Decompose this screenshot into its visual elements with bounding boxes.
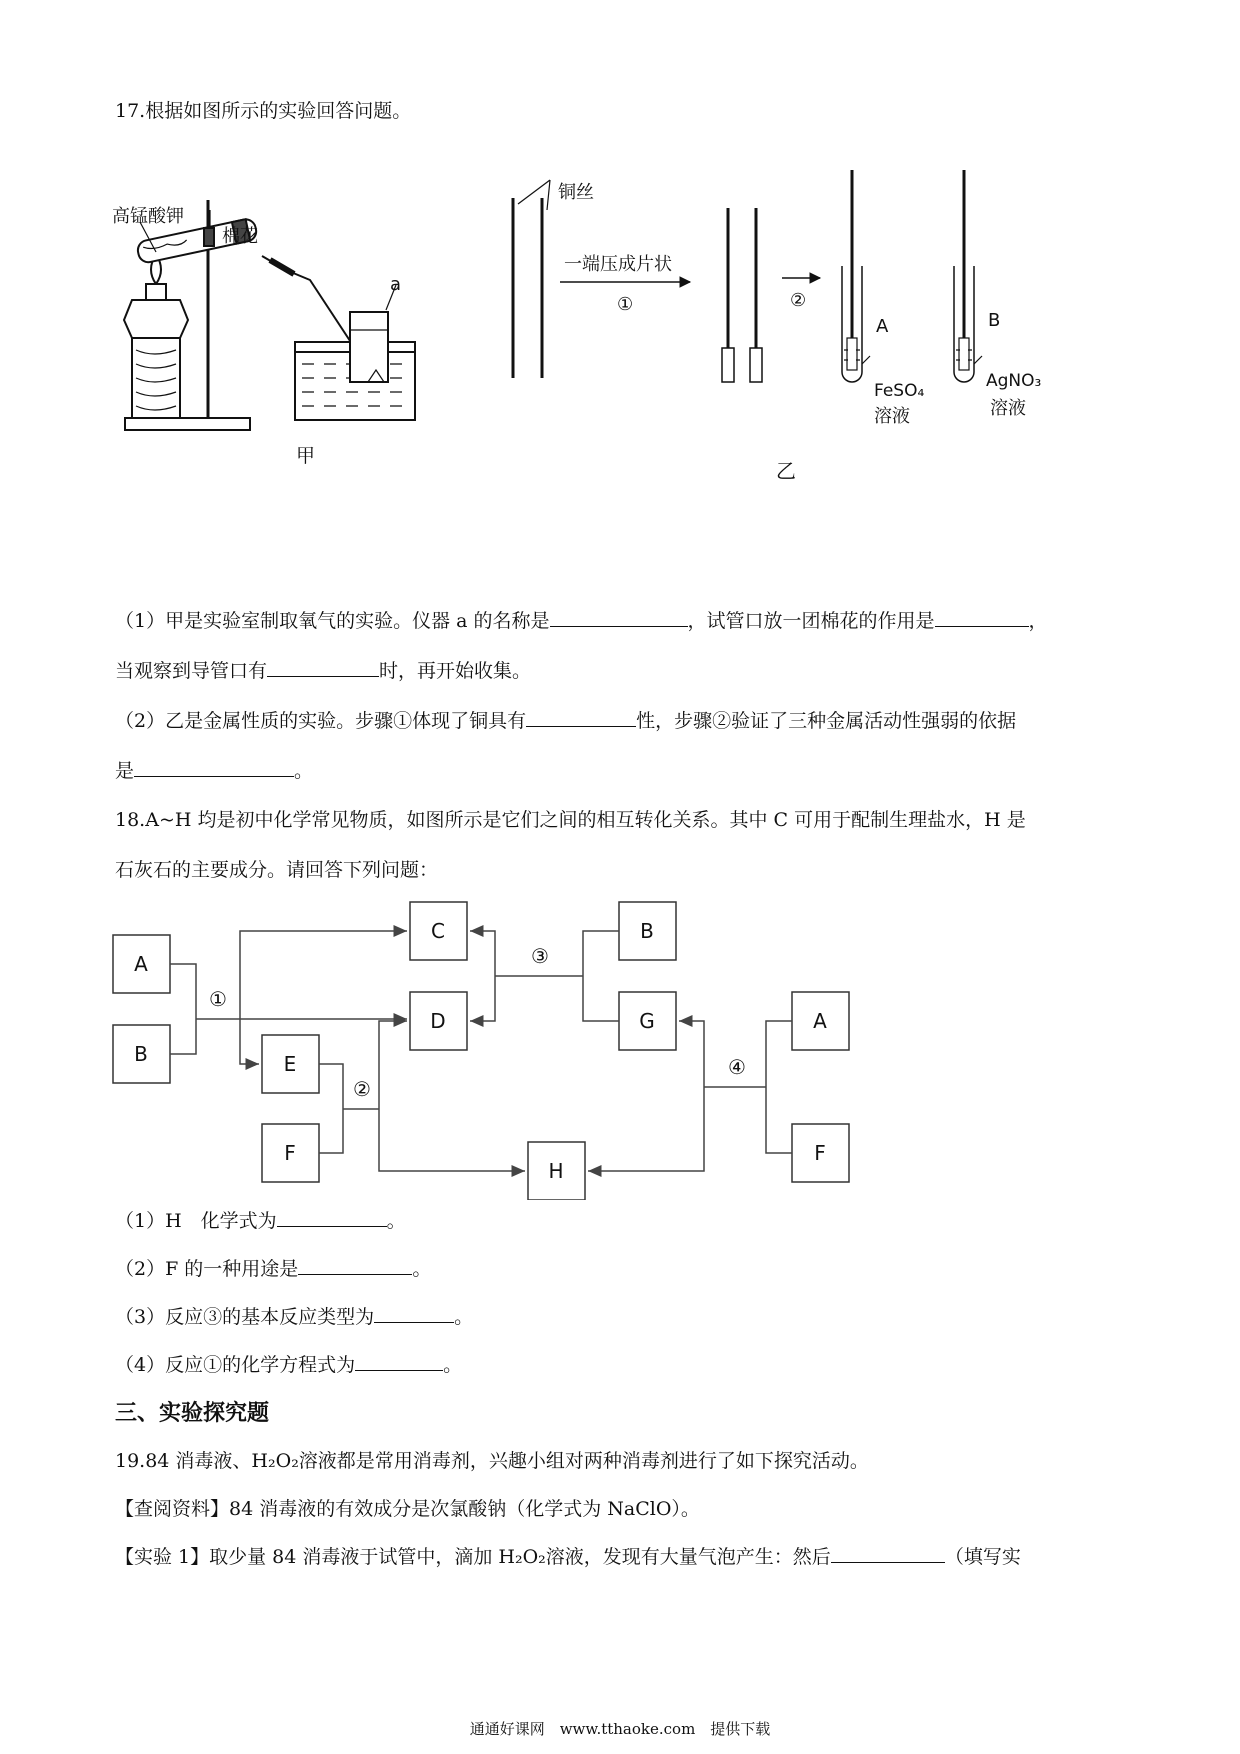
label-step1-text: 一端压成片状 [564,254,672,275]
answer-blank-copper-property[interactable] [526,706,636,727]
answer-blank-equation[interactable] [355,1350,443,1371]
label-cotton: 棉花 [222,226,258,247]
answer-blank-f-use[interactable] [298,1254,412,1275]
box-label-c: C [431,919,445,943]
q18-conversion-diagram [0,880,1240,1200]
q17-sub1-line2: 当观察到导管口有 时，再开始收集。 [115,656,531,683]
q18-sub4: （4）反应①的化学方程式为 。 [115,1350,462,1377]
box-label-a-right: A [813,1009,827,1033]
box-label-b-left: B [134,1042,148,1066]
label-step2-num: ② [790,290,807,311]
q17-sub2-line2: 是 。 [115,756,313,783]
box-label-g: G [639,1009,655,1033]
page-footer: 通通好课网 www.tthaoke.com 提供下载 [469,1720,771,1738]
answer-blank-bubble-condition[interactable] [267,656,379,677]
q18-sub3: （3）反应③的基本反应类型为 。 [115,1302,473,1329]
answer-blank-experiment1[interactable] [831,1542,945,1563]
q18-stem-line1: 18.A~H 均是初中化学常见物质，如图所示是它们之间的相互转化关系。其中 C 可用于配制生理盐水，H 是 [115,809,1026,831]
label-agno3: AgNO₃ [986,371,1042,391]
answer-blank-reaction-type[interactable] [374,1302,454,1323]
box-label-h: H [548,1159,564,1183]
box-label-b-right: B [640,919,654,943]
label-kmno4: 高锰酸钾 [112,206,184,227]
label-solution-b: 溶液 [990,398,1026,419]
label-tube-b: B [988,310,1001,331]
box-label-d: D [430,1009,446,1033]
label-a: a [390,274,402,295]
reaction-label-2: ② [353,1077,371,1101]
reaction-label-3: ③ [531,944,549,968]
q19-stem: 19.84 消毒液、H₂O₂溶液都是常用消毒剂，兴趣小组对两种消毒剂进行了如下探究活动。 [115,1450,869,1472]
figure-caption-yi: 乙 [776,459,796,483]
q19-experiment1: 【实验 1】取少量 84 消毒液于试管中，滴加 H₂O₂溶液，发现有大量气泡产生：然后 （填写实 [115,1542,1021,1569]
q18-stem-line2: 石灰石的主要成分。请回答下列问题： [115,859,439,881]
q17-sub2-line1: （2）乙是金属性质的实验。步骤①体现了铜具有 性，步骤②验证了三种金属活动性强弱的依据 [115,706,1016,733]
box-label-f-left: F [284,1141,296,1165]
label-tube-a: A [876,316,889,337]
q18-sub1: （1）H 化学式为 。 [115,1206,406,1233]
figure-caption-jia: 甲 [296,445,316,467]
label-step1-num: ① [617,294,634,315]
answer-blank-h-formula[interactable] [277,1206,387,1227]
section-heading: 三、实验探究题 [115,1401,270,1426]
box-label-e: E [283,1052,297,1076]
box-label-a-left: A [134,952,148,976]
q19-info: 【查阅资料】84 消毒液的有效成分是次氯酸钠（化学式为 NaClO）。 [115,1498,700,1520]
answer-blank-activity-basis[interactable] [134,756,294,777]
q17-figure [110,160,1130,500]
box-label-f-right: F [814,1141,826,1165]
label-solution-a: 溶液 [874,406,910,427]
label-copper-wire: 铜丝 [558,182,594,203]
answer-blank-instrument-a[interactable] [550,606,688,627]
oxygen-apparatus-drawing [124,200,415,430]
q17-title: 17.根据如图所示的实验回答问题。 [115,100,412,122]
q17-sub1-line1: （1）甲是实验室制取氧气的实验。仪器 a 的名称是 ，试管口放一团棉花的作用是 ， [115,606,1048,633]
reaction-label-4: ④ [728,1055,746,1079]
answer-blank-cotton-purpose[interactable] [935,606,1029,627]
label-feso4: FeSO₄ [874,381,925,401]
reaction-label-1: ① [209,987,227,1011]
q18-sub2: （2）F 的一种用途是 。 [115,1254,431,1281]
